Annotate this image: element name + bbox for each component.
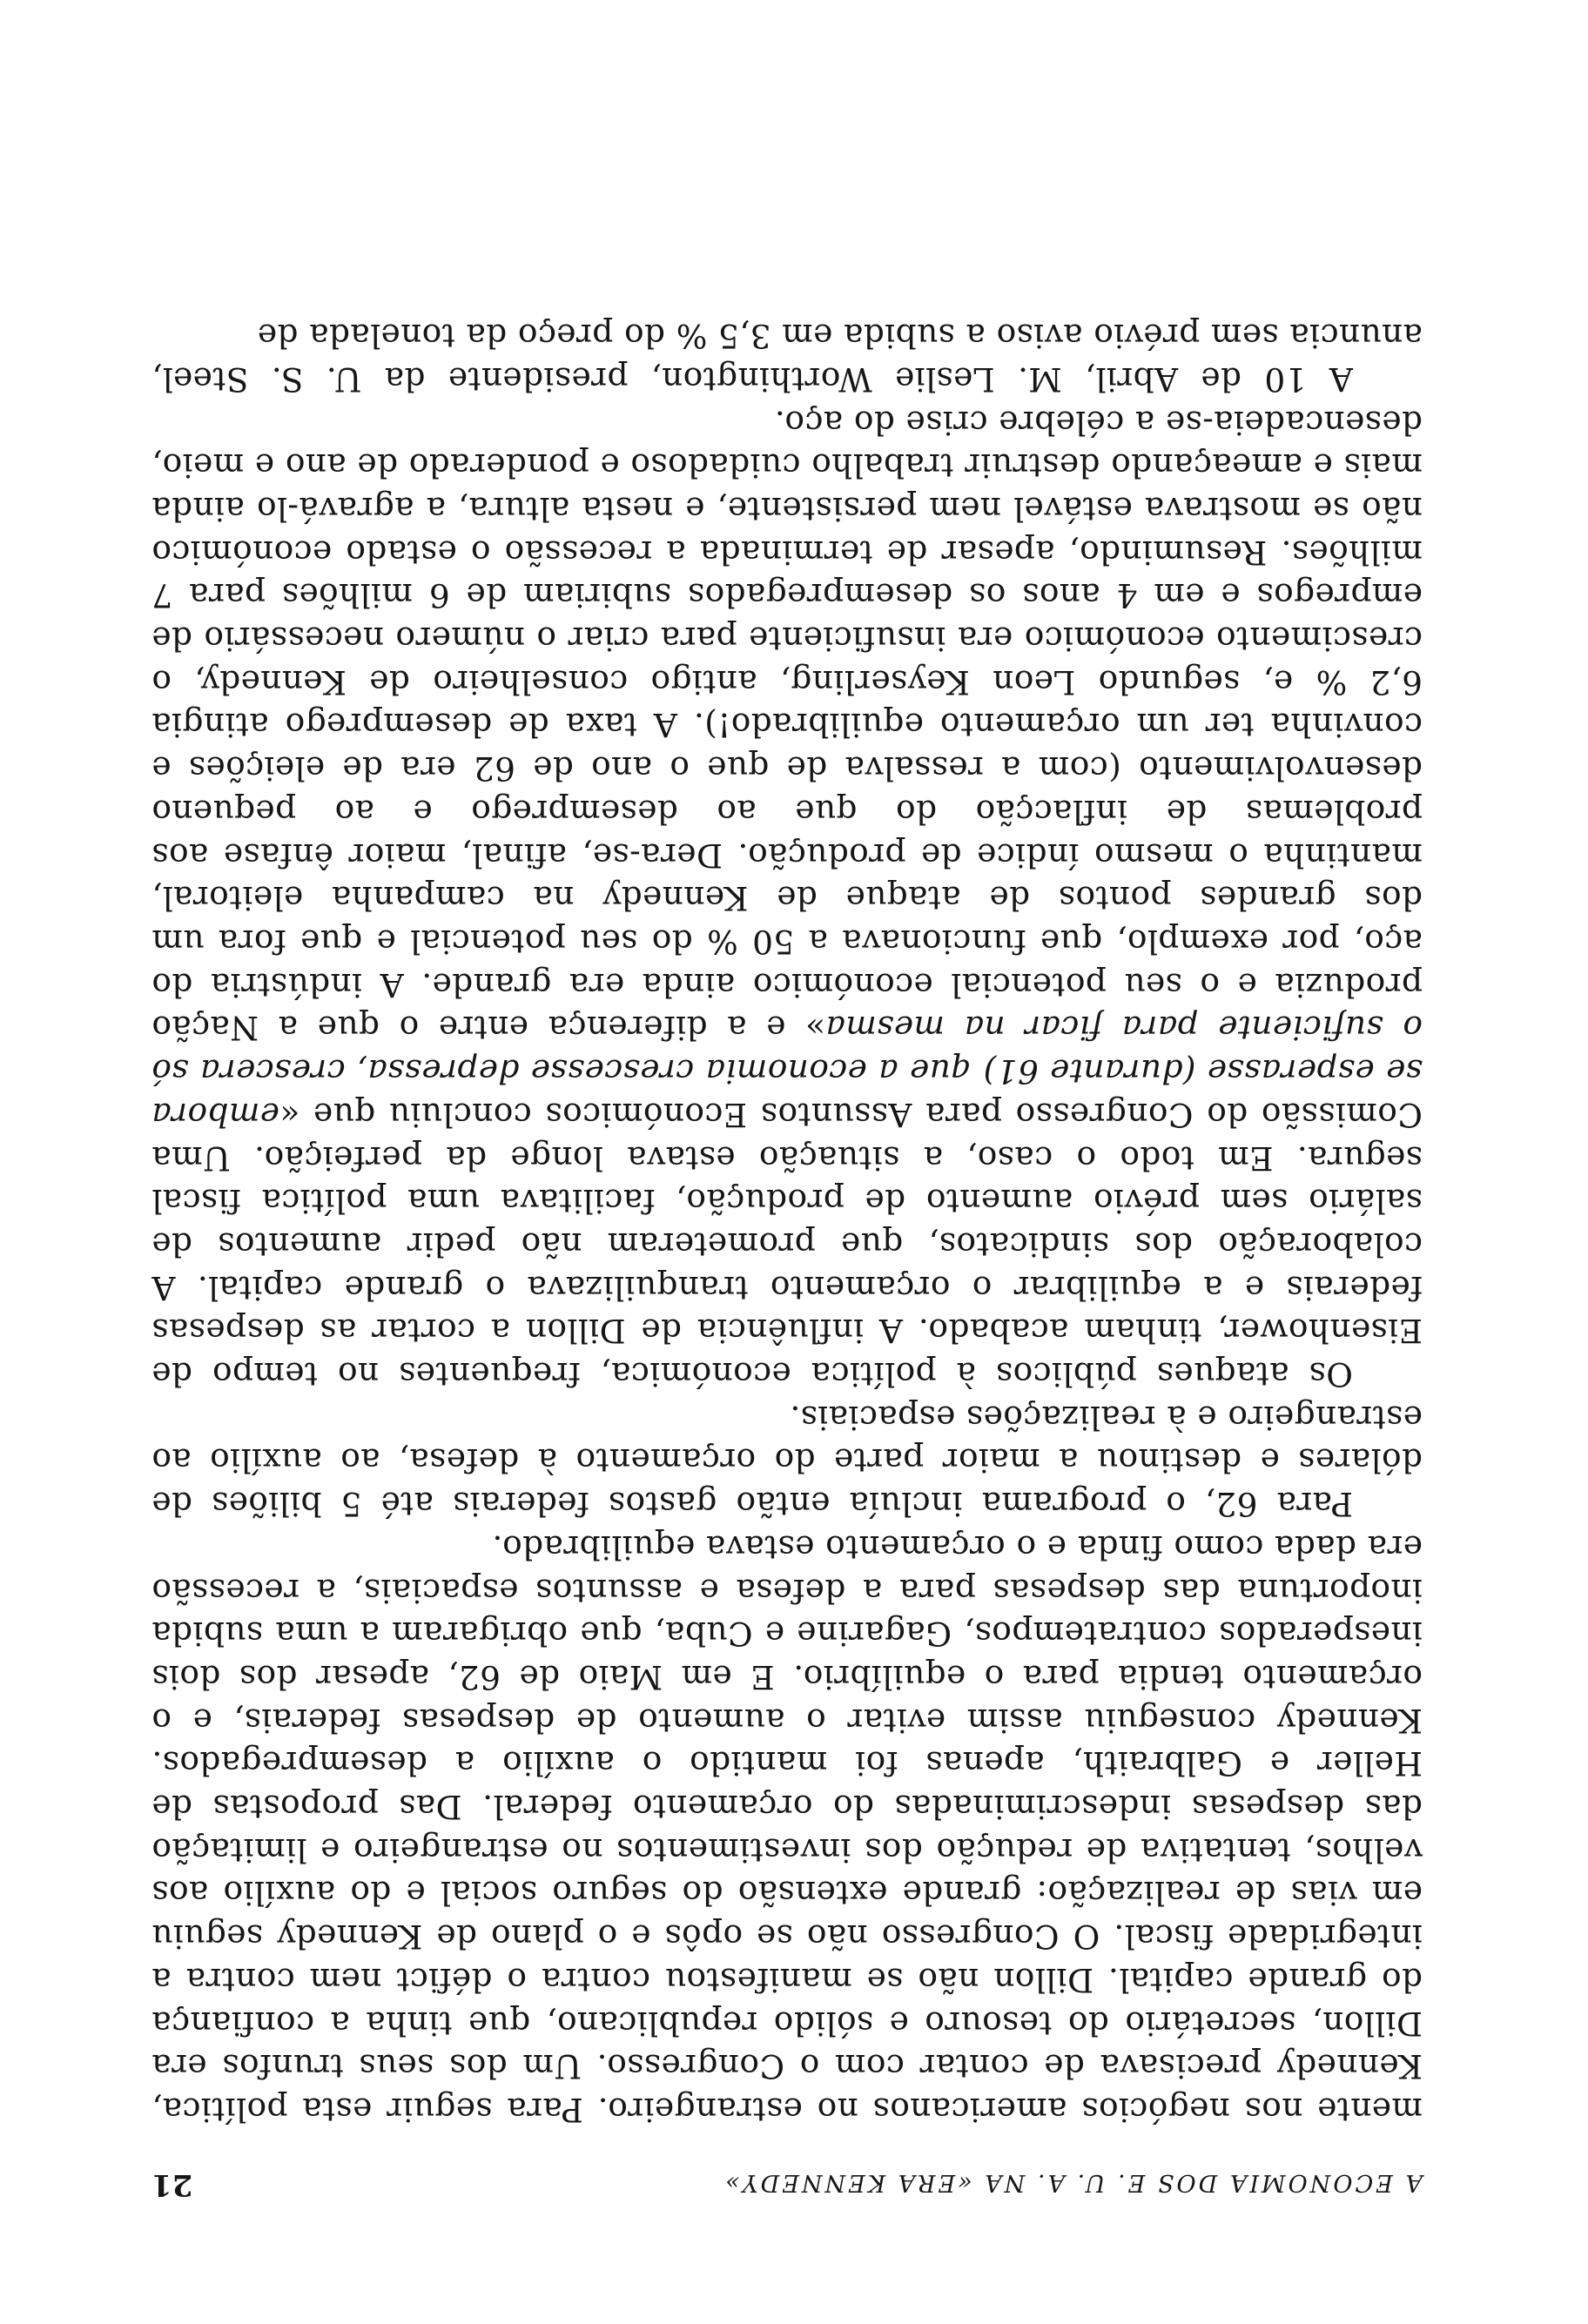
body-text <box>151 313 1423 2131</box>
paragraph-text: » e a diferença entre o que a Nação produzia e o seu potencial económico ainda era grande. A indústria do aço, por exemplo, que funcionava a 50 % do seu potencial e que fora um dos grandes pontos de ataque de Kennedy na campanha eleitoral, mantinha o mesmo índice de produção. Dera-se, afinal, maior ênfase aos problemas de inflacção do que ao desemprego e ao pequeno desenvolvimento (com a ressalva de que o ano de 62 era de eleições e convinha ter um orçamento equilibrado!). A taxa de desemprego atingia 6,2 % e, segundo Leon Keyserling, antigo conselheiro de Kennedy, o crescimento económico era insuficiente para criar o número necessário de empregos e em 4 anos os desempregados subiriam de 6 milhões para 7 milhões. Resumindo, apesar de terminada a recessão o estado económico não se mostrava estável nem persistente, e nesta altura, a agravá-lo ainda mais e ameaçando destruir trabalho cuidadoso e ponderado de ano e meio, desencadeia-se a célebre crise do aço. <box>151 403 1423 1048</box>
paragraph-text: Os ataques públicos à política económica, frequentes no tempo de Eisenhower, tinham acabado. A influência de Dillon a cortar as despesas federais e a equilibrar o orçamento tranquilizava o grande capital. A colaboração dos sindicatos, que prometeram não pedir aumentos de salário sem prévio aumento de produção, facilitava uma política fiscal segura. Em todo o caso, a situação estava longe da perfeição. Uma Comissão do Congresso para Assuntos Económicos concluiu que « <box>151 1095 1423 1394</box>
running-head <box>151 2159 1423 2202</box>
running-title: A ECONOMIA DOS E. U. A. NA «ERA KENNEDY» <box>723 2169 1423 2196</box>
page-number: 21 <box>151 2167 193 2202</box>
italic-quote: embora se esperasse (durante 61) que a economia crescesse depressa, crescera só o suficiente para ficar na mesma <box>151 1009 1423 1134</box>
paragraph: Para 62, o programa incluía então gastos federais até 5 biliões de dólares e destinou a maior parte do orçamento à defesa, ao auxílio ao estrangeiro e à realizações espaciais. <box>151 1398 1423 1524</box>
paragraph: A 10 de Abril, M. Leslie Worthington, presidente da U. S. Steel, anuncia sem prévio aviso a subida em 3,5 % do preço da tonelada de <box>151 317 1423 399</box>
paragraph: mente nos negócios americanos no estrangeiro. Para seguir esta política, Kennedy precisava de contar com o Congresso. Um dos seus trunfos era Dillon, secretário do tesouro e sólido republicano, que tinha a confiança do grande capital. Dillon não se manifestou contra o défict nem contra a integridade fiscal. O Congresso não se opôs e o plano de Kennedy seguiu em vias de realização: grande extensão do seguro social e do auxílio aos velhos, tentativa de redução dos investimentos no estrangeiro e limitação das despesas indescriminadas do orçamento federal. Das propostas de Heller e Galbraith, apenas foi mantido o auxílio a desempregados. Kennedy conseguiu assim evitar o aumento de despesas federais, e o orçamento tendia para o equilíbrio. E em Maio de 62, apesar dos dois inesperados contratempos, Gagarine e Cuba, que obrigaram a uma subida inoportuna das despesas para a defesa e assuntos espaciais, a recessão era dada como finda e o orçamento estava equilibrado. <box>151 1528 1423 2129</box>
paragraph <box>151 400 1423 1395</box>
